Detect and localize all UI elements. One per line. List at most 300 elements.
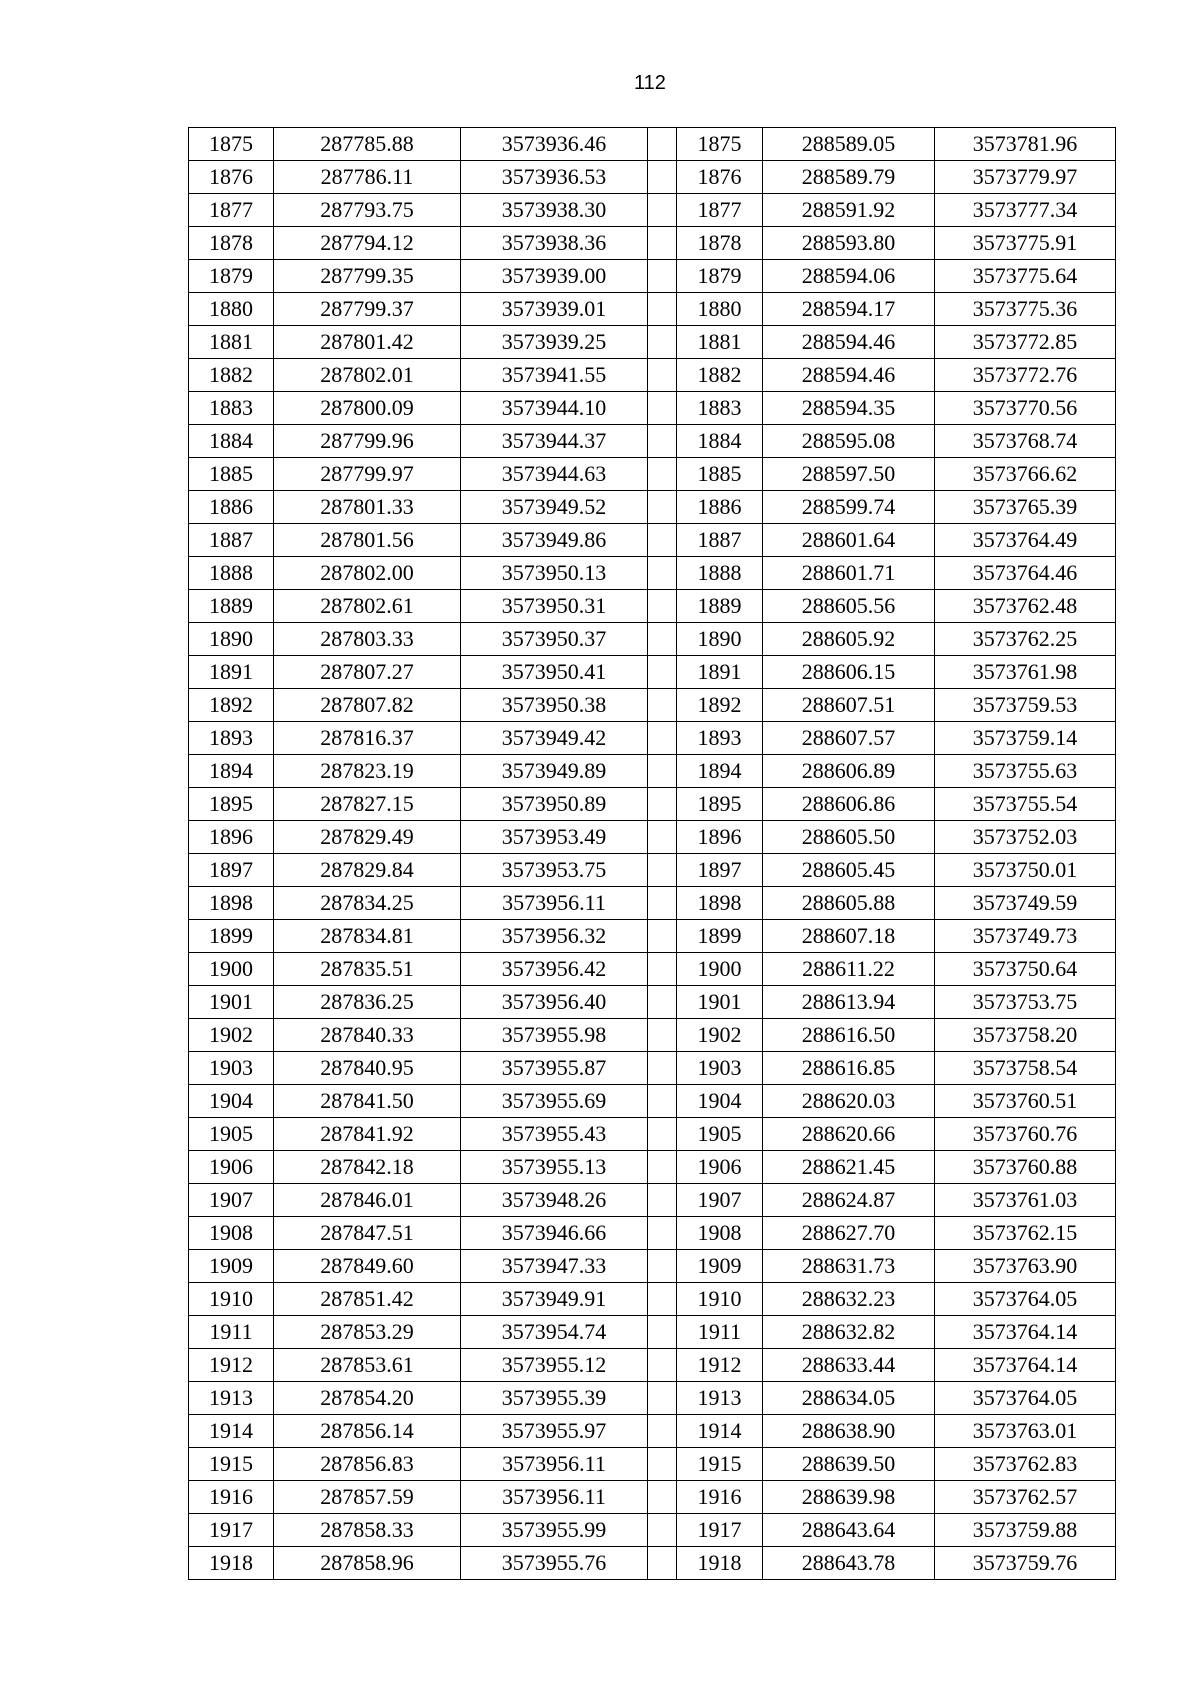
left-y-coordinate: 3573949.91 <box>461 1283 648 1316</box>
table-row <box>189 524 1116 557</box>
right-x-coordinate: 288616.50 <box>763 1019 935 1052</box>
left-point-number: 1904 <box>189 1085 274 1118</box>
left-x-coordinate: 287799.35 <box>274 260 461 293</box>
left-y-coordinate: 3573939.01 <box>461 293 648 326</box>
left-point-number: 1896 <box>189 821 274 854</box>
left-point-number: 1892 <box>189 689 274 722</box>
right-point-number: 1917 <box>677 1514 763 1547</box>
right-point-number: 1909 <box>677 1250 763 1283</box>
right-x-coordinate: 288631.73 <box>763 1250 935 1283</box>
left-x-coordinate: 287816.37 <box>274 722 461 755</box>
right-x-coordinate: 288620.03 <box>763 1085 935 1118</box>
right-point-number: 1903 <box>677 1052 763 1085</box>
right-y-coordinate: 3573760.51 <box>935 1085 1116 1118</box>
table-row <box>189 920 1116 953</box>
separator-cell <box>648 128 677 161</box>
left-y-coordinate: 3573949.52 <box>461 491 648 524</box>
right-x-coordinate: 288606.89 <box>763 755 935 788</box>
separator-cell <box>648 326 677 359</box>
left-x-coordinate: 287840.33 <box>274 1019 461 1052</box>
left-point-number: 1899 <box>189 920 274 953</box>
left-x-coordinate: 287835.51 <box>274 953 461 986</box>
right-point-number: 1887 <box>677 524 763 557</box>
left-y-coordinate: 3573949.86 <box>461 524 648 557</box>
left-x-coordinate: 287799.96 <box>274 425 461 458</box>
page-number: 112 <box>634 72 666 94</box>
left-y-coordinate: 3573950.13 <box>461 557 648 590</box>
left-y-coordinate: 3573956.32 <box>461 920 648 953</box>
right-x-coordinate: 288605.45 <box>763 854 935 887</box>
right-x-coordinate: 288594.17 <box>763 293 935 326</box>
table-row <box>189 1217 1116 1250</box>
right-point-number: 1893 <box>677 722 763 755</box>
right-y-coordinate: 3573758.54 <box>935 1052 1116 1085</box>
right-y-coordinate: 3573762.57 <box>935 1481 1116 1514</box>
right-x-coordinate: 288605.50 <box>763 821 935 854</box>
separator-cell <box>648 755 677 788</box>
table-row <box>189 326 1116 359</box>
left-point-number: 1893 <box>189 722 274 755</box>
table-row <box>189 1184 1116 1217</box>
right-y-coordinate: 3573781.96 <box>935 128 1116 161</box>
right-point-number: 1901 <box>677 986 763 1019</box>
separator-cell <box>648 260 677 293</box>
left-point-number: 1918 <box>189 1547 274 1580</box>
table-row <box>189 887 1116 920</box>
left-y-coordinate: 3573950.37 <box>461 623 648 656</box>
left-point-number: 1887 <box>189 524 274 557</box>
right-y-coordinate: 3573759.53 <box>935 689 1116 722</box>
left-point-number: 1895 <box>189 788 274 821</box>
right-y-coordinate: 3573760.88 <box>935 1151 1116 1184</box>
right-point-number: 1912 <box>677 1349 763 1382</box>
right-x-coordinate: 288594.06 <box>763 260 935 293</box>
right-point-number: 1910 <box>677 1283 763 1316</box>
separator-cell <box>648 1118 677 1151</box>
table-row <box>189 623 1116 656</box>
right-point-number: 1879 <box>677 260 763 293</box>
right-y-coordinate: 3573762.48 <box>935 590 1116 623</box>
table-row <box>189 1250 1116 1283</box>
right-x-coordinate: 288611.22 <box>763 953 935 986</box>
left-y-coordinate: 3573939.00 <box>461 260 648 293</box>
left-y-coordinate: 3573944.37 <box>461 425 648 458</box>
left-point-number: 1888 <box>189 557 274 590</box>
right-point-number: 1895 <box>677 788 763 821</box>
table-row <box>189 656 1116 689</box>
table-row <box>189 1283 1116 1316</box>
table-row <box>189 755 1116 788</box>
left-x-coordinate: 287853.61 <box>274 1349 461 1382</box>
left-point-number: 1882 <box>189 359 274 392</box>
right-point-number: 1875 <box>677 128 763 161</box>
right-point-number: 1878 <box>677 227 763 260</box>
left-x-coordinate: 287785.88 <box>274 128 461 161</box>
left-x-coordinate: 287854.20 <box>274 1382 461 1415</box>
left-point-number: 1891 <box>189 656 274 689</box>
right-x-coordinate: 288624.87 <box>763 1184 935 1217</box>
right-x-coordinate: 288643.78 <box>763 1547 935 1580</box>
right-y-coordinate: 3573764.05 <box>935 1382 1116 1415</box>
table-row <box>189 1415 1116 1448</box>
left-y-coordinate: 3573946.66 <box>461 1217 648 1250</box>
table-row <box>189 161 1116 194</box>
right-point-number: 1898 <box>677 887 763 920</box>
right-y-coordinate: 3573772.85 <box>935 326 1116 359</box>
left-point-number: 1877 <box>189 194 274 227</box>
left-point-number: 1883 <box>189 392 274 425</box>
table-row <box>189 821 1116 854</box>
right-y-coordinate: 3573763.01 <box>935 1415 1116 1448</box>
right-point-number: 1890 <box>677 623 763 656</box>
left-point-number: 1889 <box>189 590 274 623</box>
left-x-coordinate: 287802.01 <box>274 359 461 392</box>
separator-cell <box>648 1547 677 1580</box>
left-y-coordinate: 3573950.41 <box>461 656 648 689</box>
left-y-coordinate: 3573955.99 <box>461 1514 648 1547</box>
separator-cell <box>648 194 677 227</box>
left-point-number: 1901 <box>189 986 274 1019</box>
separator-cell <box>648 722 677 755</box>
left-point-number: 1885 <box>189 458 274 491</box>
right-point-number: 1907 <box>677 1184 763 1217</box>
right-x-coordinate: 288593.80 <box>763 227 935 260</box>
right-x-coordinate: 288634.05 <box>763 1382 935 1415</box>
left-y-coordinate: 3573950.89 <box>461 788 648 821</box>
separator-cell <box>648 821 677 854</box>
left-x-coordinate: 287856.14 <box>274 1415 461 1448</box>
right-y-coordinate: 3573763.90 <box>935 1250 1116 1283</box>
left-point-number: 1908 <box>189 1217 274 1250</box>
separator-cell <box>648 986 677 1019</box>
right-y-coordinate: 3573752.03 <box>935 821 1116 854</box>
right-x-coordinate: 288589.79 <box>763 161 935 194</box>
left-x-coordinate: 287803.33 <box>274 623 461 656</box>
separator-cell <box>648 1349 677 1382</box>
left-point-number: 1897 <box>189 854 274 887</box>
right-x-coordinate: 288589.05 <box>763 128 935 161</box>
right-x-coordinate: 288621.45 <box>763 1151 935 1184</box>
right-x-coordinate: 288605.56 <box>763 590 935 623</box>
table-row <box>189 1481 1116 1514</box>
right-y-coordinate: 3573762.25 <box>935 623 1116 656</box>
separator-cell <box>648 854 677 887</box>
left-point-number: 1880 <box>189 293 274 326</box>
right-x-coordinate: 288607.18 <box>763 920 935 953</box>
right-point-number: 1894 <box>677 755 763 788</box>
right-x-coordinate: 288601.71 <box>763 557 935 590</box>
right-point-number: 1876 <box>677 161 763 194</box>
right-y-coordinate: 3573764.14 <box>935 1316 1116 1349</box>
left-x-coordinate: 287827.15 <box>274 788 461 821</box>
right-y-coordinate: 3573750.01 <box>935 854 1116 887</box>
separator-cell <box>648 458 677 491</box>
coordinate-table <box>188 127 1116 1580</box>
left-x-coordinate: 287829.84 <box>274 854 461 887</box>
separator-cell <box>648 1283 677 1316</box>
left-y-coordinate: 3573938.30 <box>461 194 648 227</box>
table-row <box>189 1547 1116 1580</box>
right-point-number: 1897 <box>677 854 763 887</box>
left-point-number: 1911 <box>189 1316 274 1349</box>
right-y-coordinate: 3573762.15 <box>935 1217 1116 1250</box>
right-point-number: 1915 <box>677 1448 763 1481</box>
right-point-number: 1881 <box>677 326 763 359</box>
left-y-coordinate: 3573955.98 <box>461 1019 648 1052</box>
left-point-number: 1905 <box>189 1118 274 1151</box>
left-x-coordinate: 287800.09 <box>274 392 461 425</box>
separator-cell <box>648 623 677 656</box>
left-x-coordinate: 287846.01 <box>274 1184 461 1217</box>
separator-cell <box>648 590 677 623</box>
right-point-number: 1902 <box>677 1019 763 1052</box>
right-x-coordinate: 288606.86 <box>763 788 935 821</box>
left-x-coordinate: 287841.92 <box>274 1118 461 1151</box>
left-point-number: 1915 <box>189 1448 274 1481</box>
right-x-coordinate: 288633.44 <box>763 1349 935 1382</box>
separator-cell <box>648 1415 677 1448</box>
right-point-number: 1888 <box>677 557 763 590</box>
right-x-coordinate: 288594.46 <box>763 326 935 359</box>
right-point-number: 1916 <box>677 1481 763 1514</box>
right-x-coordinate: 288591.92 <box>763 194 935 227</box>
right-point-number: 1914 <box>677 1415 763 1448</box>
right-y-coordinate: 3573768.74 <box>935 425 1116 458</box>
left-y-coordinate: 3573955.43 <box>461 1118 648 1151</box>
right-x-coordinate: 288627.70 <box>763 1217 935 1250</box>
table-row <box>189 1448 1116 1481</box>
left-y-coordinate: 3573939.25 <box>461 326 648 359</box>
left-x-coordinate: 287842.18 <box>274 1151 461 1184</box>
left-point-number: 1903 <box>189 1052 274 1085</box>
right-point-number: 1899 <box>677 920 763 953</box>
left-point-number: 1917 <box>189 1514 274 1547</box>
left-y-coordinate: 3573955.69 <box>461 1085 648 1118</box>
separator-cell <box>648 1481 677 1514</box>
table-row <box>189 953 1116 986</box>
separator-cell <box>648 425 677 458</box>
right-y-coordinate: 3573770.56 <box>935 392 1116 425</box>
right-y-coordinate: 3573775.64 <box>935 260 1116 293</box>
left-y-coordinate: 3573947.33 <box>461 1250 648 1283</box>
left-point-number: 1914 <box>189 1415 274 1448</box>
table-row <box>189 392 1116 425</box>
right-point-number: 1882 <box>677 359 763 392</box>
left-point-number: 1916 <box>189 1481 274 1514</box>
left-y-coordinate: 3573955.12 <box>461 1349 648 1382</box>
right-x-coordinate: 288594.46 <box>763 359 935 392</box>
right-y-coordinate: 3573766.62 <box>935 458 1116 491</box>
table-row <box>189 1019 1116 1052</box>
left-x-coordinate: 287851.42 <box>274 1283 461 1316</box>
separator-cell <box>648 1151 677 1184</box>
right-y-coordinate: 3573762.83 <box>935 1448 1116 1481</box>
right-x-coordinate: 288597.50 <box>763 458 935 491</box>
table-row <box>189 1085 1116 1118</box>
right-point-number: 1904 <box>677 1085 763 1118</box>
left-x-coordinate: 287802.00 <box>274 557 461 590</box>
left-x-coordinate: 287807.82 <box>274 689 461 722</box>
right-x-coordinate: 288594.35 <box>763 392 935 425</box>
right-x-coordinate: 288643.64 <box>763 1514 935 1547</box>
right-x-coordinate: 288639.50 <box>763 1448 935 1481</box>
separator-cell <box>648 524 677 557</box>
separator-cell <box>648 359 677 392</box>
left-y-coordinate: 3573950.38 <box>461 689 648 722</box>
separator-cell <box>648 1184 677 1217</box>
right-y-coordinate: 3573749.59 <box>935 887 1116 920</box>
table-row <box>189 1349 1116 1382</box>
right-x-coordinate: 288605.92 <box>763 623 935 656</box>
right-y-coordinate: 3573772.76 <box>935 359 1116 392</box>
left-x-coordinate: 287858.96 <box>274 1547 461 1580</box>
separator-cell <box>648 1217 677 1250</box>
left-x-coordinate: 287858.33 <box>274 1514 461 1547</box>
left-point-number: 1884 <box>189 425 274 458</box>
left-x-coordinate: 287834.81 <box>274 920 461 953</box>
left-y-coordinate: 3573953.49 <box>461 821 648 854</box>
right-y-coordinate: 3573775.91 <box>935 227 1116 260</box>
right-y-coordinate: 3573761.03 <box>935 1184 1116 1217</box>
right-x-coordinate: 288601.64 <box>763 524 935 557</box>
table-row <box>189 1118 1116 1151</box>
right-y-coordinate: 3573764.49 <box>935 524 1116 557</box>
separator-cell <box>648 953 677 986</box>
left-y-coordinate: 3573941.55 <box>461 359 648 392</box>
separator-cell <box>648 887 677 920</box>
table-row <box>189 293 1116 326</box>
table-row <box>189 359 1116 392</box>
left-x-coordinate: 287857.59 <box>274 1481 461 1514</box>
right-y-coordinate: 3573777.34 <box>935 194 1116 227</box>
left-y-coordinate: 3573944.10 <box>461 392 648 425</box>
table-row <box>189 590 1116 623</box>
right-y-coordinate: 3573753.75 <box>935 986 1116 1019</box>
left-point-number: 1907 <box>189 1184 274 1217</box>
right-point-number: 1877 <box>677 194 763 227</box>
table-row <box>189 1514 1116 1547</box>
right-x-coordinate: 288606.15 <box>763 656 935 689</box>
right-x-coordinate: 288632.82 <box>763 1316 935 1349</box>
right-x-coordinate: 288607.51 <box>763 689 935 722</box>
left-point-number: 1909 <box>189 1250 274 1283</box>
right-point-number: 1911 <box>677 1316 763 1349</box>
left-point-number: 1879 <box>189 260 274 293</box>
coordinate-table-body <box>189 128 1116 1580</box>
left-y-coordinate: 3573956.11 <box>461 887 648 920</box>
right-y-coordinate: 3573759.88 <box>935 1514 1116 1547</box>
left-x-coordinate: 287786.11 <box>274 161 461 194</box>
table-row <box>189 1316 1116 1349</box>
right-x-coordinate: 288632.23 <box>763 1283 935 1316</box>
table-row <box>189 227 1116 260</box>
table-row <box>189 425 1116 458</box>
separator-cell <box>648 656 677 689</box>
left-x-coordinate: 287823.19 <box>274 755 461 788</box>
right-x-coordinate: 288620.66 <box>763 1118 935 1151</box>
left-y-coordinate: 3573955.87 <box>461 1052 648 1085</box>
left-x-coordinate: 287801.33 <box>274 491 461 524</box>
separator-cell <box>648 1316 677 1349</box>
left-y-coordinate: 3573955.76 <box>461 1547 648 1580</box>
left-x-coordinate: 287799.97 <box>274 458 461 491</box>
right-y-coordinate: 3573764.46 <box>935 557 1116 590</box>
left-x-coordinate: 287840.95 <box>274 1052 461 1085</box>
right-point-number: 1886 <box>677 491 763 524</box>
separator-cell <box>648 689 677 722</box>
left-y-coordinate: 3573956.11 <box>461 1481 648 1514</box>
table-row <box>189 854 1116 887</box>
right-point-number: 1906 <box>677 1151 763 1184</box>
table-row <box>189 1052 1116 1085</box>
table-row <box>189 1382 1116 1415</box>
table-row <box>189 260 1116 293</box>
separator-cell <box>648 1019 677 1052</box>
right-point-number: 1896 <box>677 821 763 854</box>
left-x-coordinate: 287856.83 <box>274 1448 461 1481</box>
right-point-number: 1892 <box>677 689 763 722</box>
left-point-number: 1910 <box>189 1283 274 1316</box>
left-y-coordinate: 3573955.39 <box>461 1382 648 1415</box>
right-x-coordinate: 288616.85 <box>763 1052 935 1085</box>
table-row <box>189 128 1116 161</box>
left-x-coordinate: 287801.42 <box>274 326 461 359</box>
separator-cell <box>648 1382 677 1415</box>
separator-cell <box>648 392 677 425</box>
left-point-number: 1875 <box>189 128 274 161</box>
right-x-coordinate: 288639.98 <box>763 1481 935 1514</box>
left-y-coordinate: 3573954.74 <box>461 1316 648 1349</box>
left-y-coordinate: 3573936.46 <box>461 128 648 161</box>
right-y-coordinate: 3573760.76 <box>935 1118 1116 1151</box>
table-row <box>189 788 1116 821</box>
left-point-number: 1894 <box>189 755 274 788</box>
separator-cell <box>648 1085 677 1118</box>
right-point-number: 1908 <box>677 1217 763 1250</box>
left-y-coordinate: 3573950.31 <box>461 590 648 623</box>
left-x-coordinate: 287834.25 <box>274 887 461 920</box>
right-x-coordinate: 288613.94 <box>763 986 935 1019</box>
right-y-coordinate: 3573765.39 <box>935 491 1116 524</box>
separator-cell <box>648 1052 677 1085</box>
left-point-number: 1906 <box>189 1151 274 1184</box>
separator-cell <box>648 1448 677 1481</box>
left-point-number: 1890 <box>189 623 274 656</box>
left-x-coordinate: 287802.61 <box>274 590 461 623</box>
left-y-coordinate: 3573936.53 <box>461 161 648 194</box>
separator-cell <box>648 293 677 326</box>
table-row <box>189 491 1116 524</box>
left-x-coordinate: 287849.60 <box>274 1250 461 1283</box>
right-point-number: 1883 <box>677 392 763 425</box>
right-y-coordinate: 3573761.98 <box>935 656 1116 689</box>
left-point-number: 1881 <box>189 326 274 359</box>
right-point-number: 1884 <box>677 425 763 458</box>
separator-cell <box>648 788 677 821</box>
right-y-coordinate: 3573755.63 <box>935 755 1116 788</box>
left-x-coordinate: 287841.50 <box>274 1085 461 1118</box>
left-y-coordinate: 3573948.26 <box>461 1184 648 1217</box>
right-x-coordinate: 288595.08 <box>763 425 935 458</box>
left-y-coordinate: 3573956.11 <box>461 1448 648 1481</box>
table-row <box>189 458 1116 491</box>
right-point-number: 1900 <box>677 953 763 986</box>
left-point-number: 1913 <box>189 1382 274 1415</box>
left-y-coordinate: 3573955.97 <box>461 1415 648 1448</box>
right-y-coordinate: 3573759.76 <box>935 1547 1116 1580</box>
left-x-coordinate: 287801.56 <box>274 524 461 557</box>
left-y-coordinate: 3573956.40 <box>461 986 648 1019</box>
